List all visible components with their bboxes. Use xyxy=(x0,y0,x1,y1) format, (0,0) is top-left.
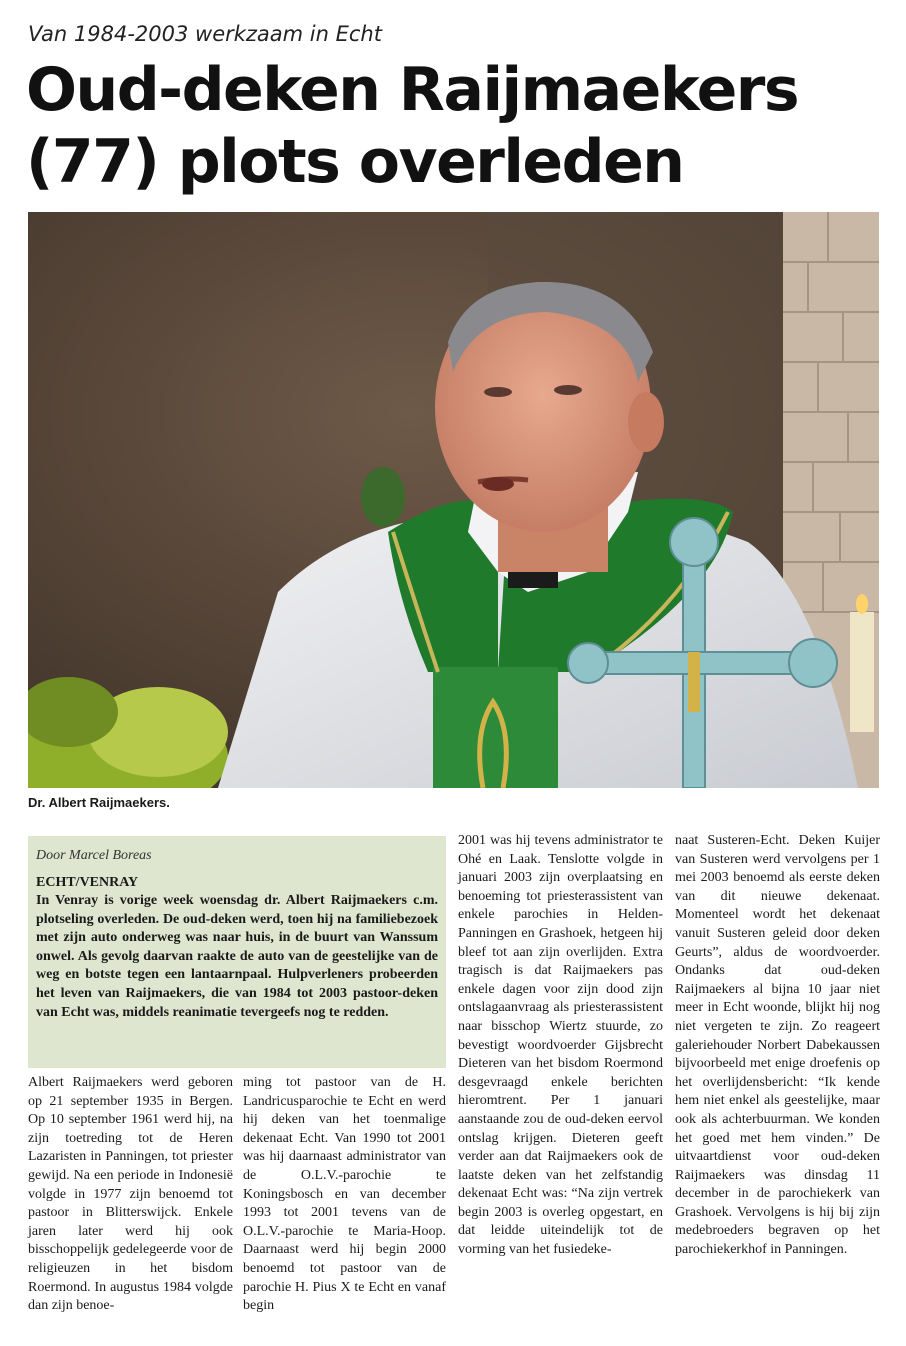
dateline: ECHT/VENRAY xyxy=(36,875,139,890)
article-column-3: 2001 was hij tevens administrator te Ohé en Laak. Tenslotte volgde in januari 2003 zijn overplaatsing en benoeming tot priesterassistent van enkele parochies in Helden-Panningen en Grashoek, hetgeen hij bleef tot aan zijn overlijden. Extra tragisch is dat Raijmaekers pas enkele dagen voor zijn dood zijn ontslagaanvraag als priesterassistent naar bisschop Wiertz stuurde, zo bevestigt woordvoerder Gijsbrecht Dieteren van het bisdom Roermond desgevraagd enkele berichten hieromtrent. Per 1 januari aanstaande zou de oud-deken eervol ontslag krijgen. Dieteren geeft verder aan dat Raijmaekers ook de laatste deken van het zelfstandig dekenaat Echt was: “Na zijn vertrek begin 2003 is overleg opgestart, en dat leidde uiteindelijk tot de vorming van het fusiedeke- xyxy=(458,833,663,1258)
article-column-4: naat Susteren-Echt. Deken Kuijer van Susteren werd vervolgens per 1 mei 2003 benoemd als eerste deken van dit nieuwe dekenaat. Momenteel wordt het dekenaat vanuit Susteren geleid door deken Geurts”, aldus de woordvoerder. Ondanks dat oud-deken Raijmaekers al bijna 10 jaar niet meer in Echt woonde, blijkt hij nog niet vergeten te zijn. Zo reageert galeriehouder Norbert Dabekaussen bijvoorbeeld met enige droefenis op het overlijdensbericht: “Ik kende hem niet enkel als geestelijke, maar ook als achterbuurman. We konden het goed met hem vinden.” De uitvaartdienst voor oud-deken Raijmaekers was dinsdag 11 december in de parochiekerk van Grashoek. Vervolgens is hij bij zijn medebroeders begraven op het parochiekerkhof in Panningen. xyxy=(675,833,880,1258)
lead-paragraph: In Venray is vorige week woensdag dr. Albert Raijmaekers c.m. plotseling overleden. De oud-deken werd, toen hij na familiebezoek met zijn auto onderweg was naar huis, in de buurt van Wanssum onwel. Als gevolg daarvan raakte de auto van de geestelijke van de weg en botste tegen een lantaarnpaal. Hulpverleners probeerden het leven van Raijmaekers, die van 1984 tot 2003 pastoor-deken van Echt was, middels reanimatie tevergeefs nog te redden. xyxy=(36,893,438,1020)
photo-caption: Dr. Albert Raijmaekers. xyxy=(28,795,170,810)
byline: Door Marcel Boreas xyxy=(36,848,152,863)
priest-photo-illustration xyxy=(28,212,879,788)
article-column-1: Albert Raijmaekers werd geboren op 21 september 1935 in Bergen. Op 10 september 1961 werd hij, na zijn toetreding tot de Heren Lazaristen in Panningen, tot priester gewijd. Na een periode in Indonesië volgde in 1977 zijn benoemd tot pastoor in Blitterswijck. Enkele jaren later werd hij ook bisschoppelijk gedelegeerde voor de religieuzen in het bisdom Roermond. In augustus 1984 volgde dan zijn benoe- xyxy=(28,1075,233,1314)
headline: Oud-deken Raijmaekers (77) plots overleden xyxy=(26,55,799,197)
photo xyxy=(28,212,879,788)
intro-box xyxy=(28,836,446,1068)
kicker: Van 1984-2003 werkzaam in Echt xyxy=(28,22,382,46)
article-column-2: ming tot pastoor van de H. Landricusparochie te Echt en werd hij deken van het toenmalige dekenaat Echt. Van 1990 tot 2001 was hij daarnaast administrator van de O.L.V.-parochie te Koningsbosch en van december 1993 tot 2001 tevens van de O.L.V.-parochie te Maria-Hoop. Daarnaast werd hij begin 2000 benoemd tot pastoor van de parochie H. Pius X te Echt en vanaf begin xyxy=(243,1075,446,1314)
